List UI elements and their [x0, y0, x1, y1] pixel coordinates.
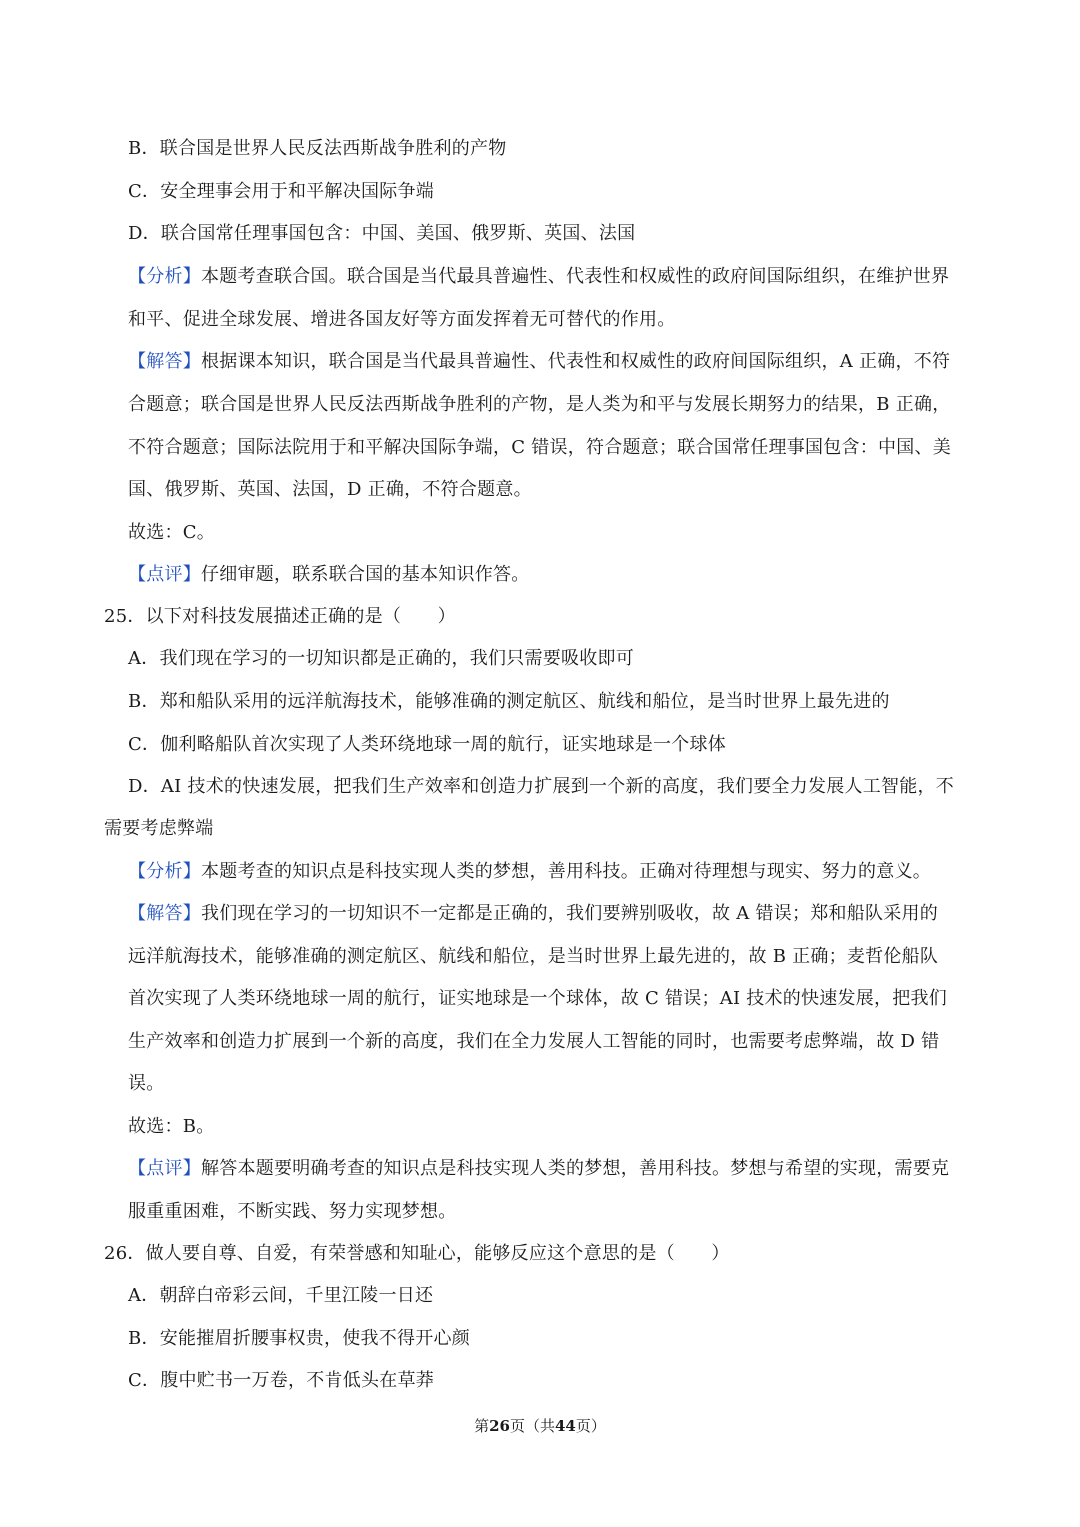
q24-comment-line-1	[128, 564, 530, 586]
analysis-tag: 【分析】	[128, 266, 201, 287]
q25-option-a: A．我们现在学习的一切知识都是正确的，我们只需要吸收即可	[128, 648, 634, 669]
q26-option-c: C．腹中贮书一万卷，不肯低头在草莽	[128, 1370, 435, 1391]
q25-option-d-line-2: 需要考虑弊端	[104, 818, 214, 839]
comment-text: 解答本题要明确考查的知识点是科技实现人类的梦想，善用科技。梦想与希望的实现，需要克	[201, 1158, 950, 1179]
footer-suffix: 页）	[575, 1417, 606, 1435]
q24-choice: 故选：C。	[128, 522, 216, 543]
q26-option-a: A．朝辞白帝彩云间，千里江陵一日还	[128, 1285, 434, 1306]
comment-tag: 【点评】	[128, 564, 201, 585]
q25-answer-line-4: 生产效率和创造力扩展到一个新的高度，我们在全力发展人工智能的同时，也需要考虑弊端，故 D 错	[128, 1031, 940, 1052]
comment-text: 仔细审题，联系联合国的基本知识作答。	[201, 564, 530, 585]
q26-stem: 26．做人要自尊、自爱，有荣誉感和知耻心，能够反应这个意思的是（ ）	[104, 1243, 730, 1264]
q25-analysis-line-1	[128, 861, 931, 883]
q25-answer-line-2: 远洋航海技术，能够准确的测定航区、航线和船位，是当时世界上最先进的，故 B 正确；麦哲伦船队	[128, 946, 939, 967]
q25-answer-line-5: 误。	[128, 1073, 165, 1094]
q25-option-c: C．伽利略船队首次实现了人类环绕地球一周的航行，证实地球是一个球体	[128, 734, 727, 755]
q25-choice: 故选：B。	[128, 1116, 215, 1137]
q24-answer-line-2: 合题意；联合国是世界人民反法西斯战争胜利的产物，是人类为和平与发展长期努力的结果，B 正确，	[128, 394, 951, 415]
q25-option-d-line-1: D．AI 技术的快速发展，把我们生产效率和创造力扩展到一个新的高度，我们要全力发展人工智能，不	[128, 776, 955, 797]
answer-tag: 【解答】	[128, 903, 201, 924]
analysis-tag: 【分析】	[128, 861, 201, 882]
footer-middle: 页（共	[509, 1417, 555, 1435]
q25-option-b: B．郑和船队采用的远洋航海技术，能够准确的测定航区、航线和船位，是当时世界上最先进的	[128, 691, 890, 712]
q24-option-d: D．联合国常任理事国包含：中国、美国、俄罗斯、英国、法国	[128, 223, 636, 244]
answer-tag: 【解答】	[128, 351, 201, 372]
page-footer	[0, 1416, 1080, 1436]
total-pages: 44	[555, 1417, 576, 1435]
answer-text: 根据课本知识，联合国是当代最具普遍性、代表性和权威性的政府间国际组织，A 正确，不符	[201, 351, 951, 372]
q25-answer-line-1	[128, 903, 938, 925]
q26-option-b: B．安能摧眉折腰事权贵，使我不得开心颜	[128, 1328, 470, 1349]
q24-analysis-line-2: 和平、促进全球发展、增进各国友好等方面发挥着无可替代的作用。	[128, 309, 676, 330]
q24-answer-line-1	[128, 351, 950, 373]
footer-prefix: 第	[474, 1417, 490, 1435]
comment-tag: 【点评】	[128, 1158, 201, 1179]
q24-option-c: C．安全理事会用于和平解决国际争端	[128, 181, 435, 202]
q24-option-b: B．联合国是世界人民反法西斯战争胜利的产物	[128, 138, 507, 159]
q24-answer-line-3: 不符合题意；国际法院用于和平解决国际争端，C 错误，符合题意；联合国常任理事国包含：中国、美	[128, 437, 951, 458]
q24-answer-line-4: 国、俄罗斯、英国、法国，D 正确，不符合题意。	[128, 479, 532, 500]
q24-analysis-line-1	[128, 266, 949, 288]
page-number: 26	[489, 1417, 510, 1435]
answer-text: 我们现在学习的一切知识不一定都是正确的，我们要辨别吸收，故 A 错误；郑和船队采用的	[201, 903, 938, 924]
q25-answer-line-3: 首次实现了人类环绕地球一周的航行，证实地球是一个球体，故 C 错误；AI 技术的快速发展，把我们	[128, 988, 948, 1009]
q25-comment-line-2: 服重重困难，不断实践、努力实现梦想。	[128, 1201, 457, 1222]
q25-comment-line-1	[128, 1158, 949, 1180]
analysis-text: 本题考查的知识点是科技实现人类的梦想，善用科技。正确对待理想与现实、努力的意义。	[201, 861, 931, 882]
analysis-text: 本题考查联合国。联合国是当代最具普遍性、代表性和权威性的政府间国际组织，在维护世界	[201, 266, 950, 287]
q25-stem: 25．以下对科技发展描述正确的是（ ）	[104, 606, 456, 627]
